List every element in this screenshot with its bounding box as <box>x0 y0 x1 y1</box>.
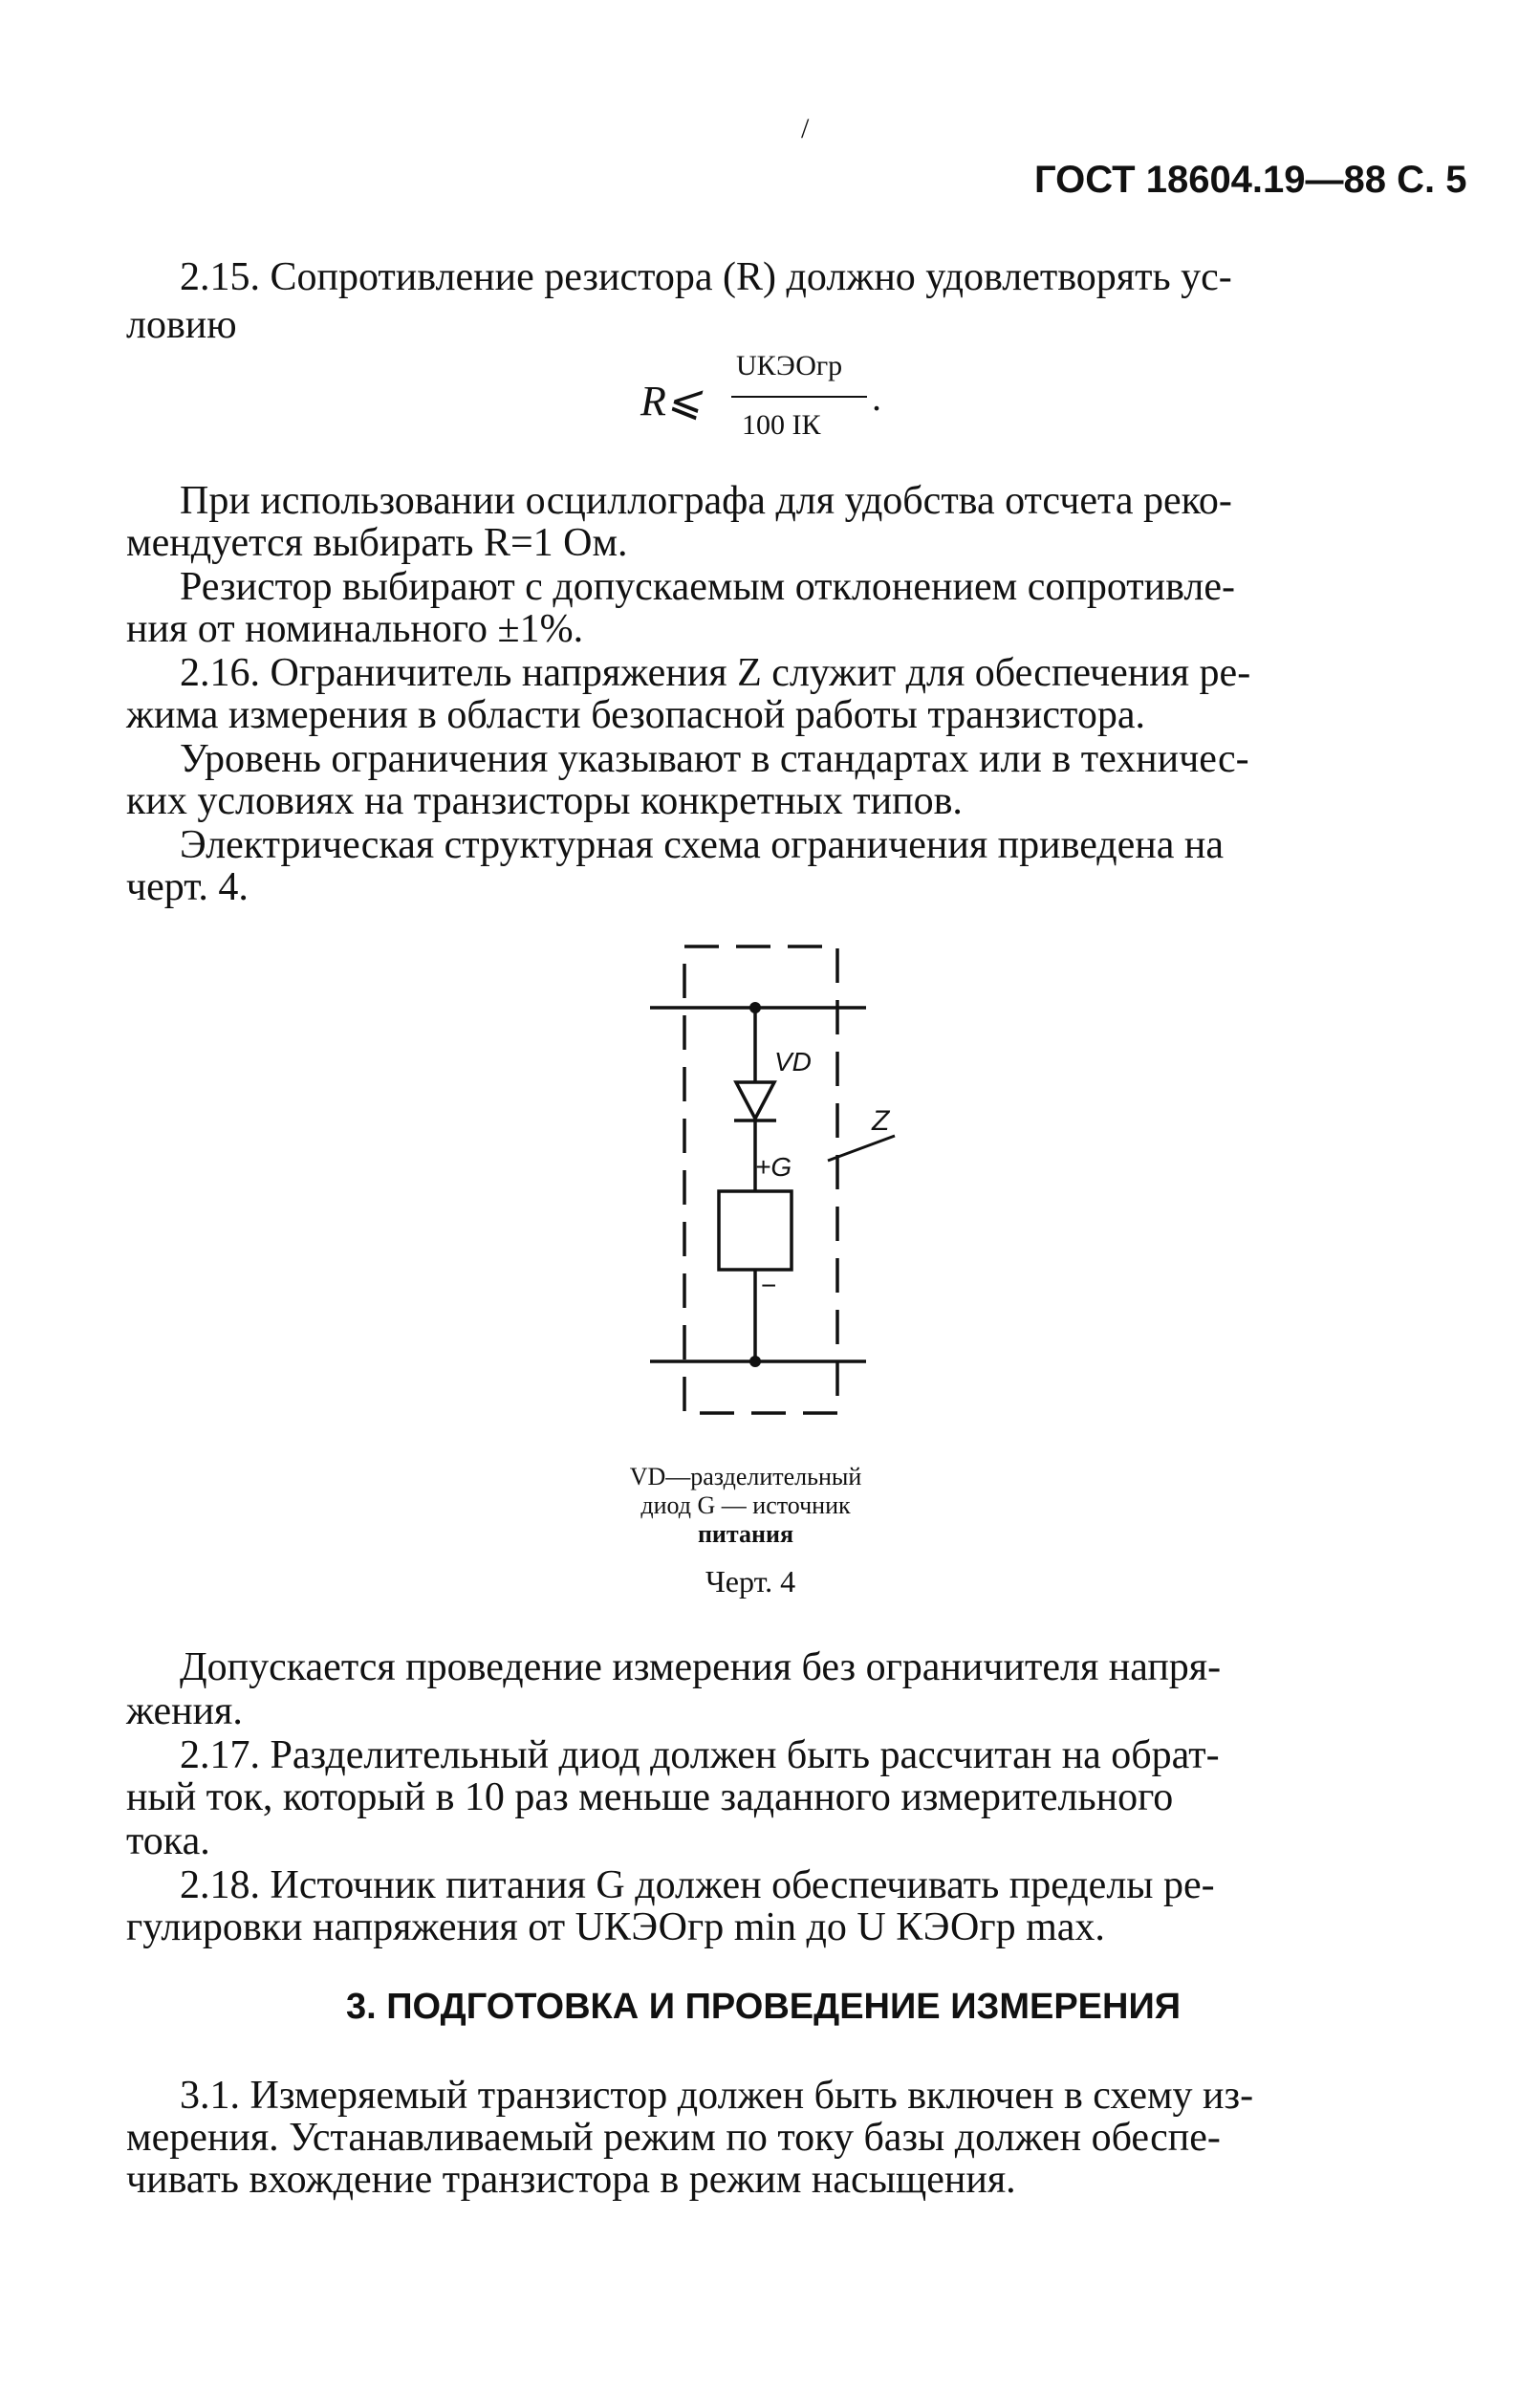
label-plus-g: +G <box>755 1152 792 1182</box>
body-line: Электрическая структурная схема ограничения приведена на <box>180 823 1225 867</box>
body-line: жима измерения в области безопасной работы транзистора. <box>126 693 1145 737</box>
diode-icon <box>736 1082 774 1119</box>
para-2-15-line-2: ловию <box>126 303 237 347</box>
figure-caption: Черт. 4 <box>705 1564 796 1599</box>
para-2-15-line-1: 2.15. Сопротивление резистора (R) должно удовлетворять ус- <box>180 255 1232 299</box>
section-3-line: мерения. Устанавливаемый режим по току базы должен обеспе- <box>126 2116 1221 2160</box>
label-minus: − <box>761 1271 777 1300</box>
section-3-title: 3. ПОДГОТОВКА И ПРОВЕДЕНИЕ ИЗМЕРЕНИЯ <box>346 1987 1182 2027</box>
body-line: мендуется выбирать R=1 Ом. <box>126 521 628 565</box>
body-line: 2.18. Источник питания G должен обеспечивать пределы ре- <box>180 1863 1215 1907</box>
legend-line-1: VD—разделительный <box>629 1463 862 1490</box>
label-z: Z <box>872 1105 890 1137</box>
body-line: 2.17. Разделительный диод должен быть рассчитан на обрат- <box>180 1733 1220 1777</box>
formula-fraction-bar <box>731 396 867 398</box>
body-line: Резистор выбирают с допускаемым отклонением сопротивле- <box>180 565 1235 609</box>
body-line: гулировки напряжения от UКЭОгр min до U КЭОгр max. <box>126 1905 1105 1949</box>
z-leader-line <box>828 1136 895 1161</box>
body-line: Допускается проведение измерения без ограничителя напря- <box>180 1645 1222 1689</box>
page-header: ГОСТ 18604.19—88 С. 5 <box>1034 159 1467 201</box>
label-vd: VD <box>774 1047 812 1077</box>
figure-legend <box>535 1463 956 1549</box>
body-line: ния от номинального ±1%. <box>126 607 584 651</box>
body-line: черт. 4. <box>126 865 249 909</box>
body-line: ный ток, который в 10 раз меньше заданного измерительного <box>126 1775 1174 1819</box>
section-3-line: 3.1. Измеряемый транзистор должен быть включен в схему из- <box>180 2074 1254 2118</box>
formula-end: . <box>872 376 881 419</box>
section-3-line: чивать вхождение транзистора в режим насыщения. <box>126 2158 1016 2202</box>
body-line: Уровень ограничения указывают в стандартах или в техничес- <box>180 737 1249 781</box>
formula-lhs: R⩽ <box>640 378 702 424</box>
body-line: жения. <box>126 1689 243 1733</box>
circuit-diagram <box>621 918 946 1444</box>
formula-numerator: UКЭОгр <box>736 350 843 381</box>
body-line: ких условиях на транзисторы конкретных типов. <box>126 779 963 823</box>
legend-line-2: диод G — источник <box>640 1491 851 1519</box>
margin-mark: / <box>801 113 810 144</box>
body-line: При использовании осциллографа для удобства отсчета реко- <box>180 479 1232 523</box>
body-line: тока. <box>126 1819 210 1863</box>
body-line: 2.16. Ограничитель напряжения Z служит для обеспечения ре- <box>180 651 1251 695</box>
formula-denominator: 100 IК <box>742 409 821 441</box>
power-source-icon <box>719 1191 792 1270</box>
legend-line-3: питания <box>697 1520 794 1548</box>
